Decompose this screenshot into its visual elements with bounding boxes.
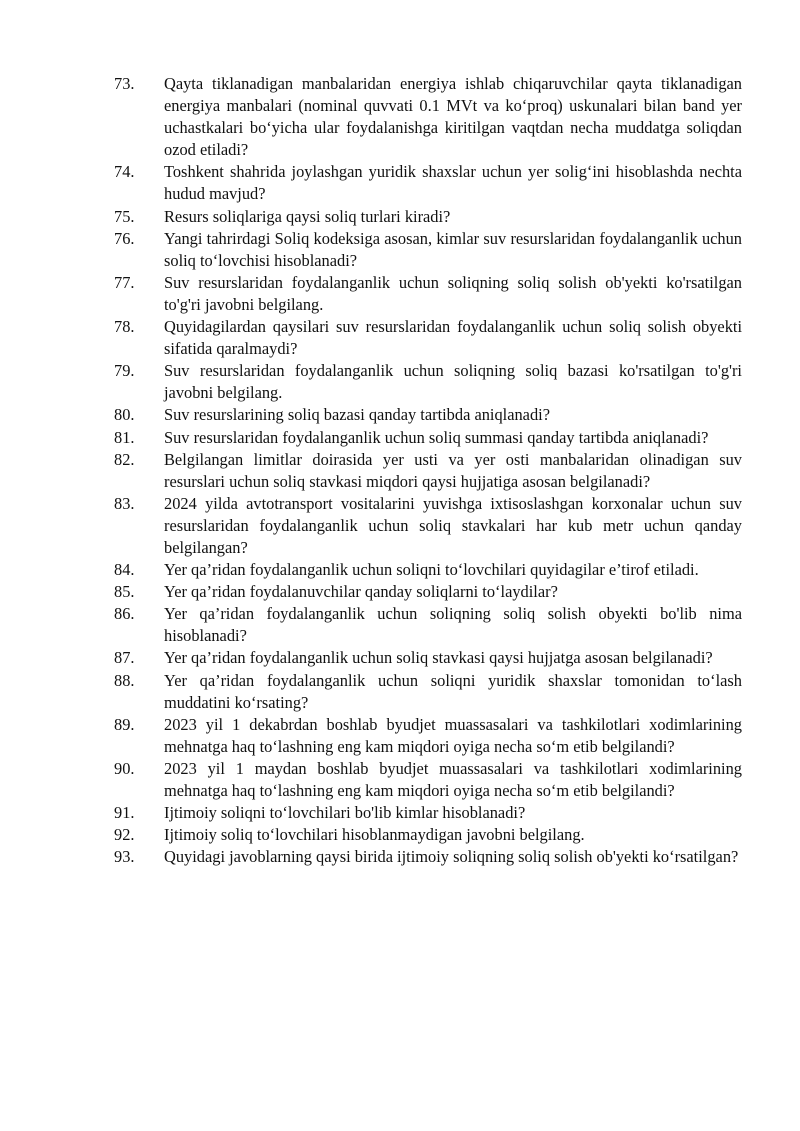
question-text: 2023 yil 1 maydan boshlab byudjet muassasalari va tashkilotlari xodimlarining mehnatga haq to‘lashning eng kam miqdori oyiga necha so‘m etib belgilandi? xyxy=(164,758,742,800)
question-item xyxy=(114,647,742,669)
question-item xyxy=(114,846,742,868)
question-text: 2023 yil 1 dekabrdan boshlab byudjet muassasalari va tashkilotlari xodimlarining mehnatga haq to‘lashning eng kam miqdori oyiga necha so‘m etib belgilandi? xyxy=(164,714,742,756)
question-item xyxy=(114,758,742,802)
question-item xyxy=(114,493,742,559)
question-item xyxy=(114,802,742,824)
question-number: 88. xyxy=(114,670,135,690)
question-list xyxy=(114,73,742,868)
question-text: Yer qa’ridan foydalanganlik uchun soliqni yuridik shaxslar tomonidan to‘lash muddatini ko‘rsating? xyxy=(164,670,742,712)
question-text: Suv resurslaridan foydalanganlik uchun soliq summasi qanday tartibda aniqlanadi? xyxy=(164,427,709,447)
question-item xyxy=(114,316,742,360)
question-number: 76. xyxy=(114,228,135,248)
question-item xyxy=(114,824,742,846)
question-text: 2024 yilda avtotransport vositalarini yuvishga ixtisoslashgan korxonalar uchun suv resurslaridan foydalanganlik uchun soliq stavkalari har kub metr uchun qanday belgilangan? xyxy=(164,493,742,557)
question-text: Yer qa’ridan foydalanganlik uchun soliqni to‘lovchilari quyidagilar e’tirof etiladi. xyxy=(164,560,699,580)
question-number: 85. xyxy=(114,582,135,602)
question-text: Quyidagilardan qaysilari suv resurslaridan foydalanganlik uchun soliq solish obyekti sifatida qaralmaydi? xyxy=(164,317,742,359)
question-item xyxy=(114,581,742,603)
question-number: 78. xyxy=(114,317,135,337)
question-text: Yer qa’ridan foydalanuvchilar qanday soliqlarni to‘laydilar? xyxy=(164,582,558,602)
question-item xyxy=(114,161,742,205)
question-text: Resurs soliqlariga qaysi soliq turlari kiradi? xyxy=(164,206,451,226)
question-text: Quyidagi javoblarning qaysi birida ijtimoiy soliqning soliq solish ob'yekti ko‘rsatilgan? xyxy=(164,847,739,867)
question-item xyxy=(114,427,742,449)
question-number: 77. xyxy=(114,272,135,292)
question-number: 80. xyxy=(114,405,135,425)
question-number: 87. xyxy=(114,648,135,668)
question-item xyxy=(114,360,742,404)
question-text: Suv resurslaridan foydalanganlik uchun soliqning soliq bazasi ko'rsatilgan to'g'ri javobni belgilang. xyxy=(164,361,742,403)
question-number: 82. xyxy=(114,449,135,469)
question-item xyxy=(114,206,742,228)
question-item xyxy=(114,603,742,647)
question-number: 83. xyxy=(114,493,135,513)
question-text: Suv resurslaridan foydalanganlik uchun soliqning soliq solish ob'yekti ko'rsatilgan to'g'ri javobni belgilang. xyxy=(164,272,742,314)
question-text: Belgilangan limitlar doirasida yer usti va yer osti manbalaridan olinadigan suv resurslari uchun soliq stavkasi miqdori qaysi hujjatiga asosan belgilanadi? xyxy=(164,449,742,491)
question-item xyxy=(114,559,742,581)
question-text: Toshkent shahrida joylashgan yuridik shaxslar uchun yer solig‘ini hisoblashda nechta hudud mavjud? xyxy=(164,162,742,204)
question-text: Qayta tiklanadigan manbalaridan energiya ishlab chiqaruvchilar qayta tiklanadigan energiya manbalari (nominal quvvati 0.1 MVt va ko‘proq) uskunalari bilan band yer uchastkalari bo‘yicha ular foydalanishga kiritilgan vaqtdan necha muddatga soliqdan ozod etiladi? xyxy=(164,74,742,160)
question-text: Yangi tahrirdagi Soliq kodeksiga asosan, kimlar suv resurslaridan foydalanganlik uchun soliq to‘lovchisi hisoblanadi? xyxy=(164,228,742,270)
question-number: 75. xyxy=(114,206,135,226)
question-item xyxy=(114,670,742,714)
question-text: Ijtimoiy soliq to‘lovchilari hisoblanmaydigan javobni belgilang. xyxy=(164,825,585,845)
question-number: 93. xyxy=(114,847,135,867)
question-text: Ijtimoiy soliqni to‘lovchilari bo'lib kimlar hisoblanadi? xyxy=(164,803,526,823)
question-item xyxy=(114,228,742,272)
question-item xyxy=(114,73,742,161)
question-number: 91. xyxy=(114,803,135,823)
question-item xyxy=(114,714,742,758)
question-number: 84. xyxy=(114,560,135,580)
question-number: 81. xyxy=(114,427,135,447)
question-text: Yer qa’ridan foydalanganlik uchun soliqning soliq solish obyekti bo'lib nima hisoblanadi? xyxy=(164,604,742,646)
question-text: Yer qa’ridan foydalanganlik uchun soliq stavkasi qaysi hujjatga asosan belgilanadi? xyxy=(164,648,713,668)
question-text: Suv resurslarining soliq bazasi qanday tartibda aniqlanadi? xyxy=(164,405,550,425)
question-number: 92. xyxy=(114,825,135,845)
question-number: 89. xyxy=(114,714,135,734)
question-number: 79. xyxy=(114,361,135,381)
question-item xyxy=(114,449,742,493)
question-number: 90. xyxy=(114,758,135,778)
question-item xyxy=(114,272,742,316)
question-number: 86. xyxy=(114,604,135,624)
question-number: 73. xyxy=(114,74,135,93)
question-item xyxy=(114,404,742,426)
question-number: 74. xyxy=(114,162,135,182)
